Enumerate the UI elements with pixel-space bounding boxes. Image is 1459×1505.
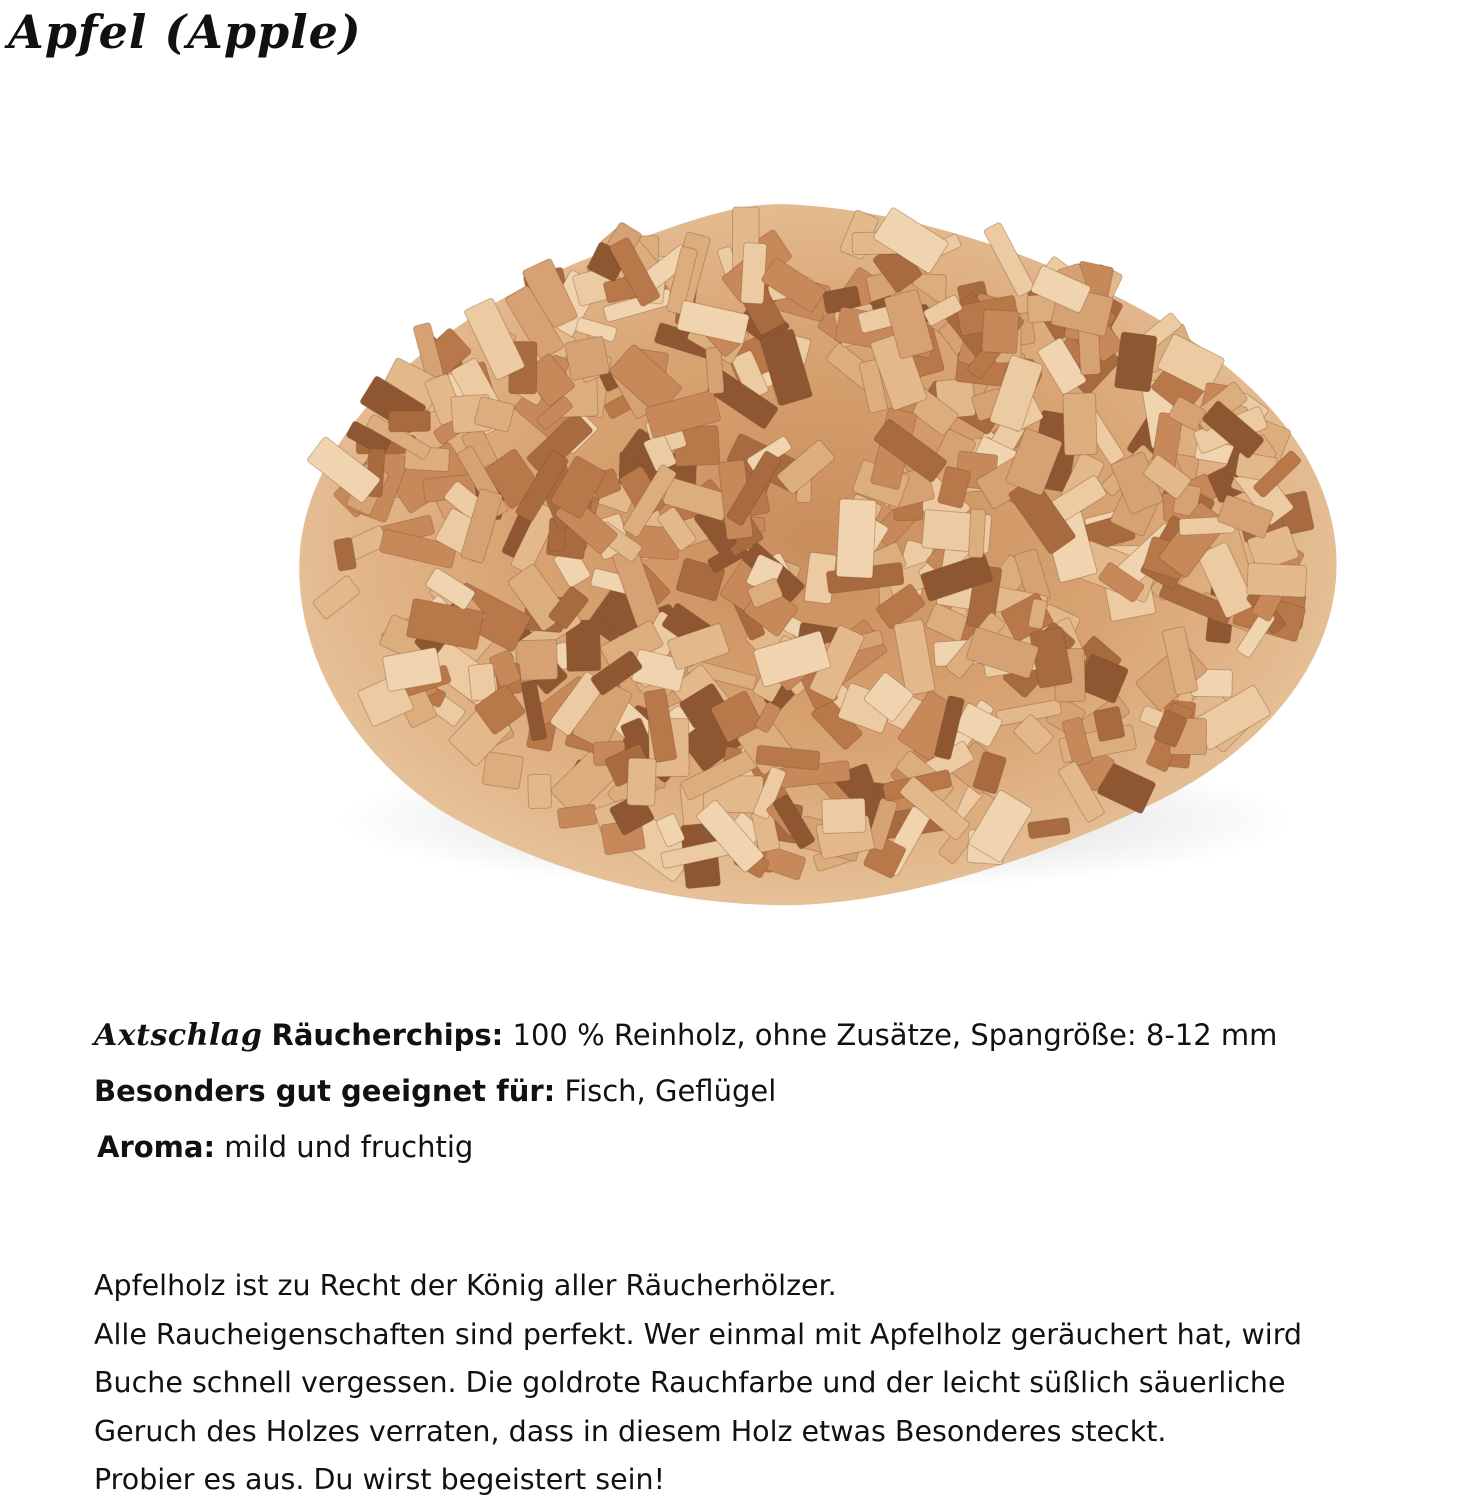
description-line: Geruch des Holzes verraten, dass in diesem Holz etwas Besonderes steckt. — [94, 1414, 1167, 1448]
spec-line-suitable — [94, 1066, 1434, 1122]
wood-chip — [1063, 393, 1097, 456]
spec-label: Aroma: — [97, 1130, 216, 1164]
spec-value: mild und fruchtig — [224, 1130, 474, 1164]
wood-chip — [557, 804, 597, 829]
wood-chip — [982, 309, 1019, 353]
wood-chip — [741, 243, 767, 304]
brand-name: Axtschlag — [94, 1018, 263, 1053]
wood-chip — [564, 336, 609, 381]
wood-chip — [968, 509, 985, 558]
wood-chip — [1247, 563, 1307, 598]
wood-chip — [836, 499, 876, 578]
spec-label: Räucherchips: — [271, 1018, 504, 1052]
description-line: Apfelholz ist zu Recht der König aller Räucherhölzer. — [94, 1269, 837, 1302]
spec-line-chips — [94, 1010, 1434, 1066]
wood-chip — [516, 640, 558, 681]
spec-list — [94, 1010, 1434, 1178]
wood-chip — [1093, 706, 1125, 742]
wood-chip — [528, 774, 552, 808]
wood-chip — [822, 798, 866, 833]
description — [94, 1262, 1459, 1505]
page-title: Apfel (Apple) — [8, 5, 362, 59]
description-line: Buche schnell vergessen. Die goldrote Rauchfarbe und der leicht süßlich säuerliche — [94, 1366, 1286, 1399]
wood-chip — [627, 758, 656, 806]
wood-chip — [389, 411, 431, 432]
spec-value: 100 % Reinholz, ohne Zusätze, Spangröße: 8-12 mm — [512, 1018, 1278, 1052]
wood-chip — [482, 751, 524, 789]
wood-chips-image — [280, 180, 1350, 920]
description-line: Alle Raucheigenschaften sind perfekt. Wer einmal mit Apfelholz geräuchert hat, wird — [94, 1317, 1303, 1351]
spec-line-aroma — [94, 1122, 1434, 1178]
spec-value: Fisch, Geflügel — [564, 1074, 777, 1108]
spec-label: Besonders gut geeignet für: — [94, 1074, 556, 1108]
wood-chip — [1114, 332, 1157, 392]
description-line: Probier es aus. Du wirst begeistert sein! — [94, 1463, 666, 1496]
